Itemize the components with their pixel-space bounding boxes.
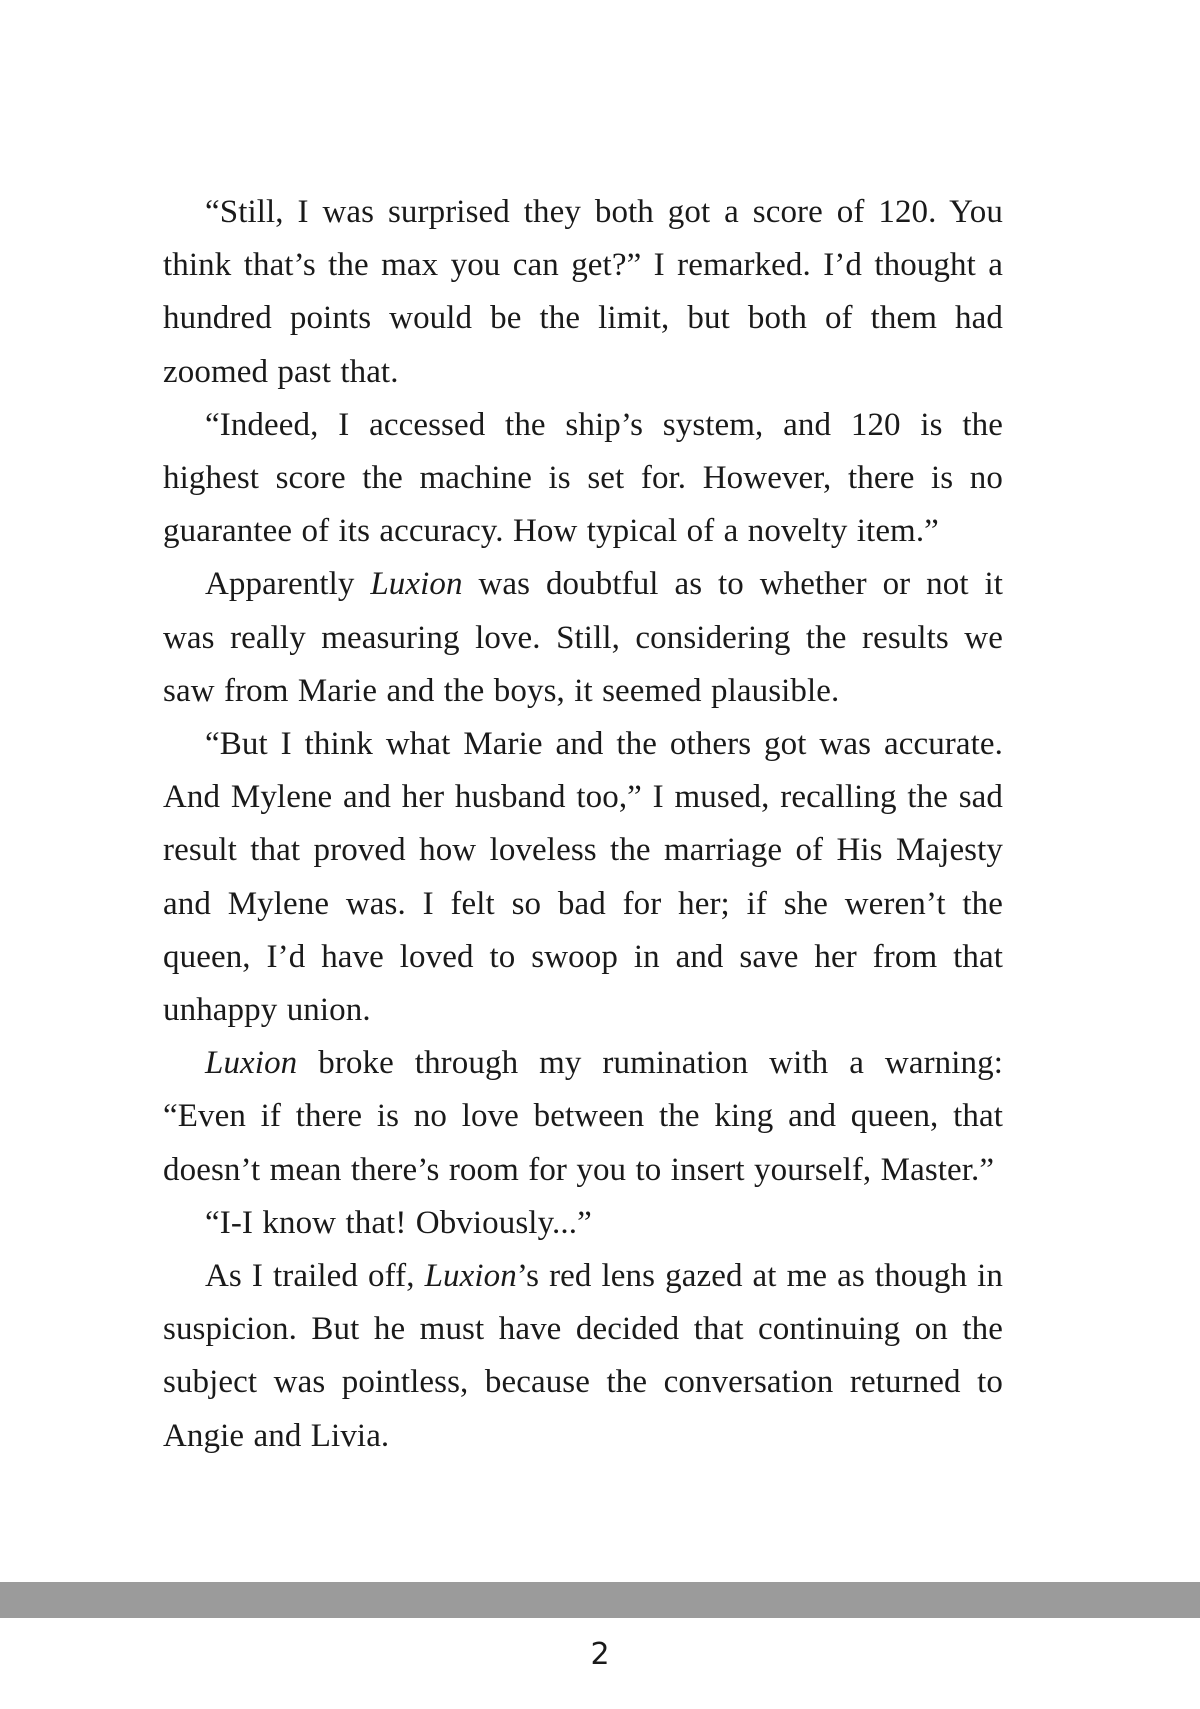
paragraph-6 xyxy=(163,1197,1003,1250)
paragraph-5 xyxy=(163,1037,1003,1197)
paragraph-2-text: “Indeed, I accessed the ship’s system, and 120 is the highest score the machine is set for. However, there is no guarantee of its accuracy. How typical of a novelty item.” xyxy=(163,406,1003,550)
paragraph-3-text-b: was doubtful as to whether or not it was really measuring love. Still, considering the results we saw from Marie and the boys, it seemed plausible. xyxy=(163,566,1003,709)
paragraph-5-luxion-name: Luxion xyxy=(205,1045,298,1082)
paragraph-2 xyxy=(163,399,1003,559)
paragraph-1-text: “Still, I was surprised they both got a score of 120. You think that’s the max you can get?” I remarked. I’d thought a hundred points would be the limit, but both of them had zoomed past that. xyxy=(163,194,1003,390)
paragraph-3 xyxy=(163,558,1003,718)
page-number: 2 xyxy=(590,1637,610,1672)
paragraph-6-text: “I-I know that! Obviously...” xyxy=(205,1204,592,1241)
paragraph-7-text-b: ’s red lens gazed at me as though in suspicion. But he must have decided that continuing on the subject was pointless, because the conversation returned to Angie and Livia. xyxy=(163,1258,1003,1454)
paragraph-7 xyxy=(163,1250,1003,1463)
footer-bar xyxy=(0,1582,1200,1618)
paragraph-1 xyxy=(163,186,1003,399)
paragraph-5-text: broke through my rumination with a warning: “Even if there is no love between the king and queen, that doesn’t mean there’s room for you to insert yourself, Master.” xyxy=(163,1045,1003,1188)
paragraph-7-luxion-name: Luxion xyxy=(424,1258,517,1295)
paragraph-7-text-a: As I trailed off, xyxy=(205,1258,425,1295)
page-body xyxy=(163,186,1003,1463)
paragraph-3-luxion-name: Luxion xyxy=(370,566,463,603)
paragraph-4 xyxy=(163,718,1003,1037)
paragraph-3-text-a: Apparently xyxy=(205,566,371,603)
paragraph-4-text: “But I think what Marie and the others got was accurate. And Mylene and her husband too,” I mused, recalling the sad result that proved how loveless the marriage of His Majesty and Mylene was. I felt so bad for her; if she weren’t the queen, I’d have loved to swoop in and save her from that unhappy union. xyxy=(163,726,1003,1029)
